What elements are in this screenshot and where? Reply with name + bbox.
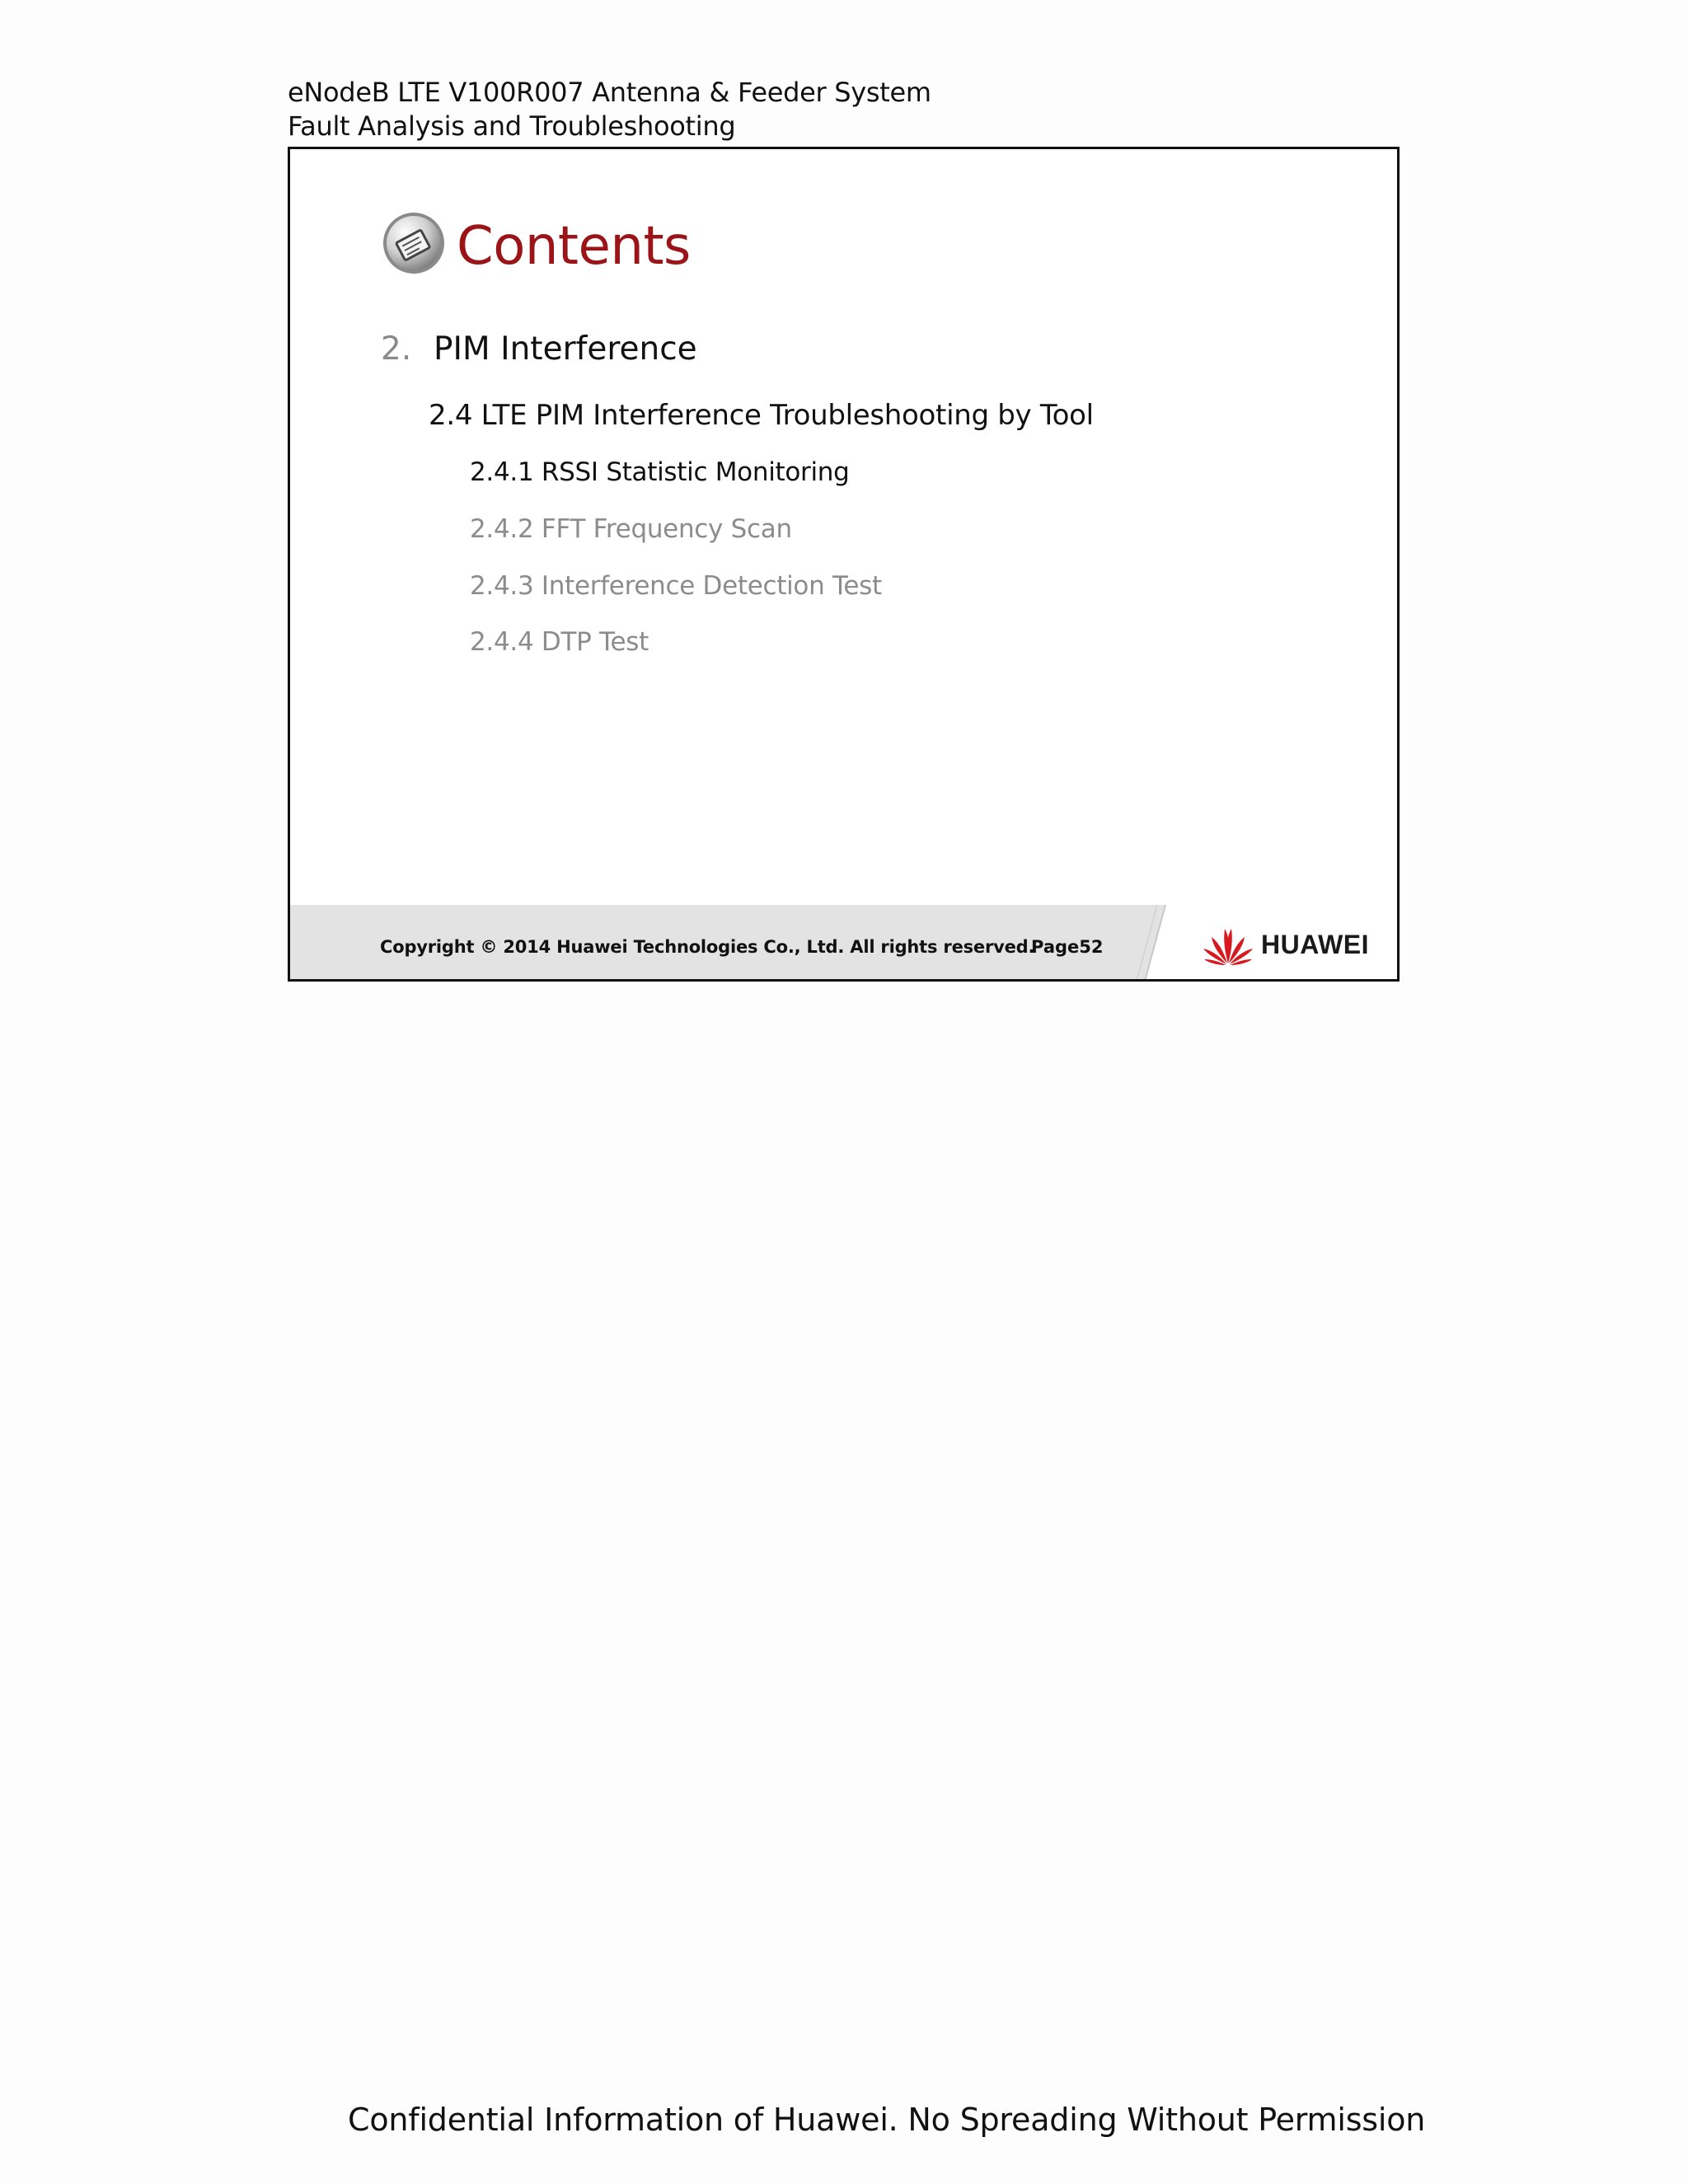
footer-page-number: Page52 bbox=[1031, 937, 1104, 957]
huawei-wordmark: HUAWEI bbox=[1261, 930, 1369, 959]
section-title: PIM Interference bbox=[434, 330, 697, 368]
subsection-title: 2.4 LTE PIM Interference Troubleshooting by Tool bbox=[429, 399, 1094, 432]
section-number: 2. bbox=[381, 330, 412, 368]
document-header bbox=[288, 76, 931, 143]
toc-item-dtp-test: 2.4.4 DTP Test bbox=[470, 627, 649, 657]
footer-copyright: Copyright © 2014 Huawei Technologies Co., Ltd. All rights reserved. bbox=[380, 937, 1035, 957]
toc-item-fft-frequency-scan: 2.4.2 FFT Frequency Scan bbox=[470, 514, 792, 544]
toc-item-interference-detection-test: 2.4.3 Interference Detection Test bbox=[470, 571, 882, 601]
slide-frame bbox=[288, 147, 1400, 982]
contents-badge-icon bbox=[381, 210, 447, 276]
document-header-subtitle: Fault Analysis and Troubleshooting bbox=[288, 110, 736, 142]
huawei-petal-logo-icon bbox=[1202, 924, 1254, 965]
confidentiality-footer: Confidential Information of Huawei. No Spreading Without Permission bbox=[348, 2102, 1426, 2138]
slide-title: Contents bbox=[457, 216, 691, 277]
toc-item-rssi-statistic-monitoring: 2.4.1 RSSI Statistic Monitoring bbox=[470, 457, 850, 487]
document-header-title: eNodeB LTE V100R007 Antenna & Feeder System bbox=[288, 77, 931, 108]
